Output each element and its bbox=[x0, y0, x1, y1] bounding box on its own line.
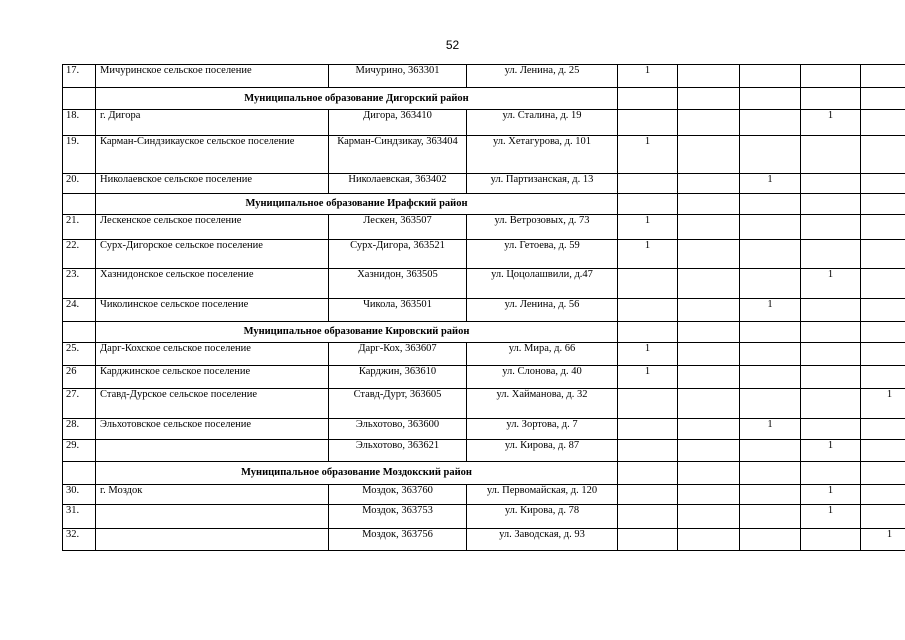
mark-cell bbox=[801, 174, 861, 194]
postal-address-cell: Моздок, 363753 bbox=[329, 505, 467, 529]
mark-cell: 1 bbox=[618, 65, 678, 88]
mark-cell bbox=[740, 240, 801, 269]
mark-cell bbox=[740, 529, 801, 551]
postal-address-cell: Моздок, 363756 bbox=[329, 529, 467, 551]
postal-address-cell: Хазнидон, 363505 bbox=[329, 269, 467, 299]
settlement-name-cell bbox=[96, 505, 329, 529]
table-row bbox=[63, 485, 905, 505]
mark-cell bbox=[801, 299, 861, 322]
row-number-cell: 32. bbox=[63, 529, 96, 551]
mark-cell bbox=[618, 462, 678, 485]
settlement-name-cell: Дарг-Кохское сельское поселение bbox=[96, 343, 329, 366]
mark-cell bbox=[678, 299, 740, 322]
row-number-cell: 22. bbox=[63, 240, 96, 269]
mark-cell bbox=[801, 419, 861, 440]
table-row bbox=[63, 343, 905, 366]
settlement-name-cell: Сурх-Дигорское сельское поселение bbox=[96, 240, 329, 269]
mark-cell bbox=[740, 505, 801, 529]
row-number-cell: 30. bbox=[63, 485, 96, 505]
mark-cell: 1 bbox=[618, 366, 678, 389]
mark-cell bbox=[740, 440, 801, 462]
settlement-name-cell: Ставд-Дурское сельское поселение bbox=[96, 389, 329, 419]
mark-cell bbox=[861, 343, 905, 366]
postal-address-cell: Лескен, 363507 bbox=[329, 215, 467, 240]
mark-cell bbox=[861, 65, 905, 88]
mark-cell bbox=[618, 389, 678, 419]
mark-cell bbox=[861, 322, 905, 343]
row-number-cell: 25. bbox=[63, 343, 96, 366]
mark-cell bbox=[801, 136, 861, 174]
mark-cell bbox=[740, 343, 801, 366]
mark-cell bbox=[678, 529, 740, 551]
settlement-name-cell: г. Дигора bbox=[96, 110, 329, 136]
mark-cell bbox=[740, 485, 801, 505]
postal-address-cell: Мичурино, 363301 bbox=[329, 65, 467, 88]
mark-cell bbox=[618, 269, 678, 299]
row-number-cell: 21. bbox=[63, 215, 96, 240]
mark-cell bbox=[861, 299, 905, 322]
postal-address-cell: Чикола, 363501 bbox=[329, 299, 467, 322]
mark-cell bbox=[740, 322, 801, 343]
mark-cell: 1 bbox=[740, 299, 801, 322]
table-row bbox=[63, 174, 905, 194]
mark-cell bbox=[861, 485, 905, 505]
row-number-cell bbox=[63, 462, 96, 485]
mark-cell bbox=[678, 194, 740, 215]
street-address-cell: ул. Ленина, д. 25 bbox=[467, 65, 618, 88]
mark-cell: 1 bbox=[618, 215, 678, 240]
row-number-cell: 17. bbox=[63, 65, 96, 88]
row-number-cell bbox=[63, 88, 96, 110]
mark-cell: 1 bbox=[740, 419, 801, 440]
section-header-row bbox=[63, 194, 905, 215]
mark-cell bbox=[861, 240, 905, 269]
mark-cell: 1 bbox=[801, 485, 861, 505]
mark-cell bbox=[618, 322, 678, 343]
mark-cell: 1 bbox=[801, 440, 861, 462]
settlement-name-cell: Карман-Синдзикауское сельское поселение bbox=[96, 136, 329, 174]
street-address-cell: ул. Заводская, д. 93 bbox=[467, 529, 618, 551]
mark-cell bbox=[861, 110, 905, 136]
postal-address-cell: Дигора, 363410 bbox=[329, 110, 467, 136]
street-address-cell: ул. Слонова, д. 40 bbox=[467, 366, 618, 389]
mark-cell bbox=[740, 194, 801, 215]
mark-cell bbox=[678, 440, 740, 462]
mark-cell bbox=[678, 65, 740, 88]
settlement-name-cell bbox=[96, 440, 329, 462]
postal-address-cell: Дарг-Кох, 363607 bbox=[329, 343, 467, 366]
street-address-cell: ул. Первомайская, д. 120 bbox=[467, 485, 618, 505]
section-title: Муниципальное образование Кировский район bbox=[96, 322, 618, 343]
postal-address-cell: Карджин, 363610 bbox=[329, 366, 467, 389]
street-address-cell: ул. Хетагурова, д. 101 bbox=[467, 136, 618, 174]
table-row bbox=[63, 65, 905, 88]
mark-cell bbox=[740, 65, 801, 88]
settlement-name-cell: Карджинское сельское поселение bbox=[96, 366, 329, 389]
street-address-cell: ул. Сталина, д. 19 bbox=[467, 110, 618, 136]
mark-cell bbox=[678, 322, 740, 343]
mark-cell bbox=[678, 343, 740, 366]
street-address-cell: ул. Ленина, д. 56 bbox=[467, 299, 618, 322]
mark-cell bbox=[740, 366, 801, 389]
page-number: 52 bbox=[445, 38, 460, 52]
table-row bbox=[63, 299, 905, 322]
mark-cell bbox=[678, 419, 740, 440]
settlement-name-cell: Николаевское сельское поселение bbox=[96, 174, 329, 194]
row-number-cell bbox=[63, 322, 96, 343]
settlement-name-cell bbox=[96, 529, 329, 551]
mark-cell bbox=[678, 215, 740, 240]
mark-cell bbox=[618, 505, 678, 529]
mark-cell bbox=[678, 389, 740, 419]
mark-cell bbox=[861, 88, 905, 110]
mark-cell bbox=[618, 174, 678, 194]
mark-cell bbox=[678, 485, 740, 505]
mark-cell bbox=[801, 389, 861, 419]
table-row bbox=[63, 505, 905, 529]
mark-cell bbox=[861, 462, 905, 485]
postal-address-cell: Сурх-Дигора, 363521 bbox=[329, 240, 467, 269]
row-number-cell: 31. bbox=[63, 505, 96, 529]
table-row bbox=[63, 366, 905, 389]
mark-cell bbox=[801, 462, 861, 485]
street-address-cell: ул. Партизанская, д. 13 bbox=[467, 174, 618, 194]
table-row bbox=[63, 440, 905, 462]
postal-address-cell: Моздок, 363760 bbox=[329, 485, 467, 505]
mark-cell bbox=[618, 440, 678, 462]
mark-cell bbox=[678, 366, 740, 389]
mark-cell: 1 bbox=[801, 269, 861, 299]
section-header-row bbox=[63, 462, 905, 485]
mark-cell bbox=[861, 269, 905, 299]
mark-cell bbox=[861, 366, 905, 389]
row-number-cell bbox=[63, 194, 96, 215]
mark-cell: 1 bbox=[801, 505, 861, 529]
row-number-cell: 20. bbox=[63, 174, 96, 194]
mark-cell bbox=[801, 215, 861, 240]
mark-cell: 1 bbox=[861, 529, 905, 551]
mark-cell: 1 bbox=[801, 110, 861, 136]
row-number-cell: 23. bbox=[63, 269, 96, 299]
table-row bbox=[63, 215, 905, 240]
settlement-name-cell: Эльхотовское сельское поселение bbox=[96, 419, 329, 440]
mark-cell bbox=[801, 529, 861, 551]
street-address-cell: ул. Хайманова, д. 32 bbox=[467, 389, 618, 419]
postal-address-cell: Николаевская, 363402 bbox=[329, 174, 467, 194]
mark-cell bbox=[801, 88, 861, 110]
street-address-cell: ул. Цоцолашвили, д.47 bbox=[467, 269, 618, 299]
mark-cell: 1 bbox=[618, 240, 678, 269]
row-number-cell: 26 bbox=[63, 366, 96, 389]
row-number-cell: 19. bbox=[63, 136, 96, 174]
mark-cell bbox=[801, 194, 861, 215]
mark-cell bbox=[618, 485, 678, 505]
mark-cell bbox=[861, 440, 905, 462]
postal-address-cell: Эльхотово, 363600 bbox=[329, 419, 467, 440]
mark-cell bbox=[740, 88, 801, 110]
mark-cell bbox=[801, 343, 861, 366]
mark-cell bbox=[861, 505, 905, 529]
mark-cell bbox=[618, 419, 678, 440]
table-row bbox=[63, 269, 905, 299]
mark-cell bbox=[678, 240, 740, 269]
mark-cell bbox=[678, 462, 740, 485]
table-row bbox=[63, 240, 905, 269]
row-number-cell: 18. bbox=[63, 110, 96, 136]
mark-cell: 1 bbox=[740, 174, 801, 194]
postal-address-cell: Эльхотово, 363621 bbox=[329, 440, 467, 462]
mark-cell bbox=[740, 136, 801, 174]
mark-cell bbox=[861, 419, 905, 440]
table-row bbox=[63, 529, 905, 551]
mark-cell bbox=[861, 174, 905, 194]
settlement-name-cell: г. Моздок bbox=[96, 485, 329, 505]
row-number-cell: 29. bbox=[63, 440, 96, 462]
settlement-name-cell: Чиколинское сельское поселение bbox=[96, 299, 329, 322]
row-number-cell: 24. bbox=[63, 299, 96, 322]
mark-cell bbox=[678, 136, 740, 174]
mark-cell bbox=[740, 389, 801, 419]
mark-cell bbox=[801, 240, 861, 269]
row-number-cell: 28. bbox=[63, 419, 96, 440]
mark-cell: 1 bbox=[618, 136, 678, 174]
mark-cell bbox=[618, 110, 678, 136]
mark-cell bbox=[678, 174, 740, 194]
mark-cell bbox=[618, 299, 678, 322]
mark-cell bbox=[861, 215, 905, 240]
settlement-name-cell: Мичуринское сельское поселение bbox=[96, 65, 329, 88]
settlement-name-cell: Хазнидонское сельское поселение bbox=[96, 269, 329, 299]
mark-cell: 1 bbox=[618, 343, 678, 366]
section-header-row bbox=[63, 88, 905, 110]
street-address-cell: ул. Гетоева, д. 59 bbox=[467, 240, 618, 269]
section-title: Муниципальное образование Дигорский район bbox=[96, 88, 618, 110]
mark-cell bbox=[618, 88, 678, 110]
section-header-row bbox=[63, 322, 905, 343]
mark-cell bbox=[861, 194, 905, 215]
settlements-table bbox=[62, 64, 905, 551]
mark-cell bbox=[801, 322, 861, 343]
mark-cell bbox=[740, 215, 801, 240]
row-number-cell: 27. bbox=[63, 389, 96, 419]
street-address-cell: ул. Кирова, д. 87 bbox=[467, 440, 618, 462]
street-address-cell: ул. Зортова, д. 7 bbox=[467, 419, 618, 440]
postal-address-cell: Ставд-Дурт, 363605 bbox=[329, 389, 467, 419]
postal-address-cell: Карман-Синдзикау, 363404 bbox=[329, 136, 467, 174]
section-title: Муниципальное образование Ирафский район bbox=[96, 194, 618, 215]
mark-cell bbox=[740, 462, 801, 485]
mark-cell bbox=[740, 269, 801, 299]
mark-cell bbox=[740, 110, 801, 136]
mark-cell bbox=[678, 110, 740, 136]
table-row bbox=[63, 419, 905, 440]
mark-cell bbox=[618, 529, 678, 551]
mark-cell bbox=[618, 194, 678, 215]
mark-cell bbox=[678, 88, 740, 110]
table-row bbox=[63, 110, 905, 136]
street-address-cell: ул. Мира, д. 66 bbox=[467, 343, 618, 366]
table-row bbox=[63, 136, 905, 174]
mark-cell bbox=[678, 269, 740, 299]
street-address-cell: ул. Ветрозовых, д. 73 bbox=[467, 215, 618, 240]
table-row bbox=[63, 389, 905, 419]
mark-cell: 1 bbox=[861, 389, 905, 419]
mark-cell bbox=[801, 366, 861, 389]
mark-cell bbox=[861, 136, 905, 174]
mark-cell bbox=[678, 505, 740, 529]
mark-cell bbox=[801, 65, 861, 88]
settlement-name-cell: Лескенское сельское поселение bbox=[96, 215, 329, 240]
section-title: Муниципальное образование Моздокский район bbox=[96, 462, 618, 485]
street-address-cell: ул. Кирова, д. 78 bbox=[467, 505, 618, 529]
